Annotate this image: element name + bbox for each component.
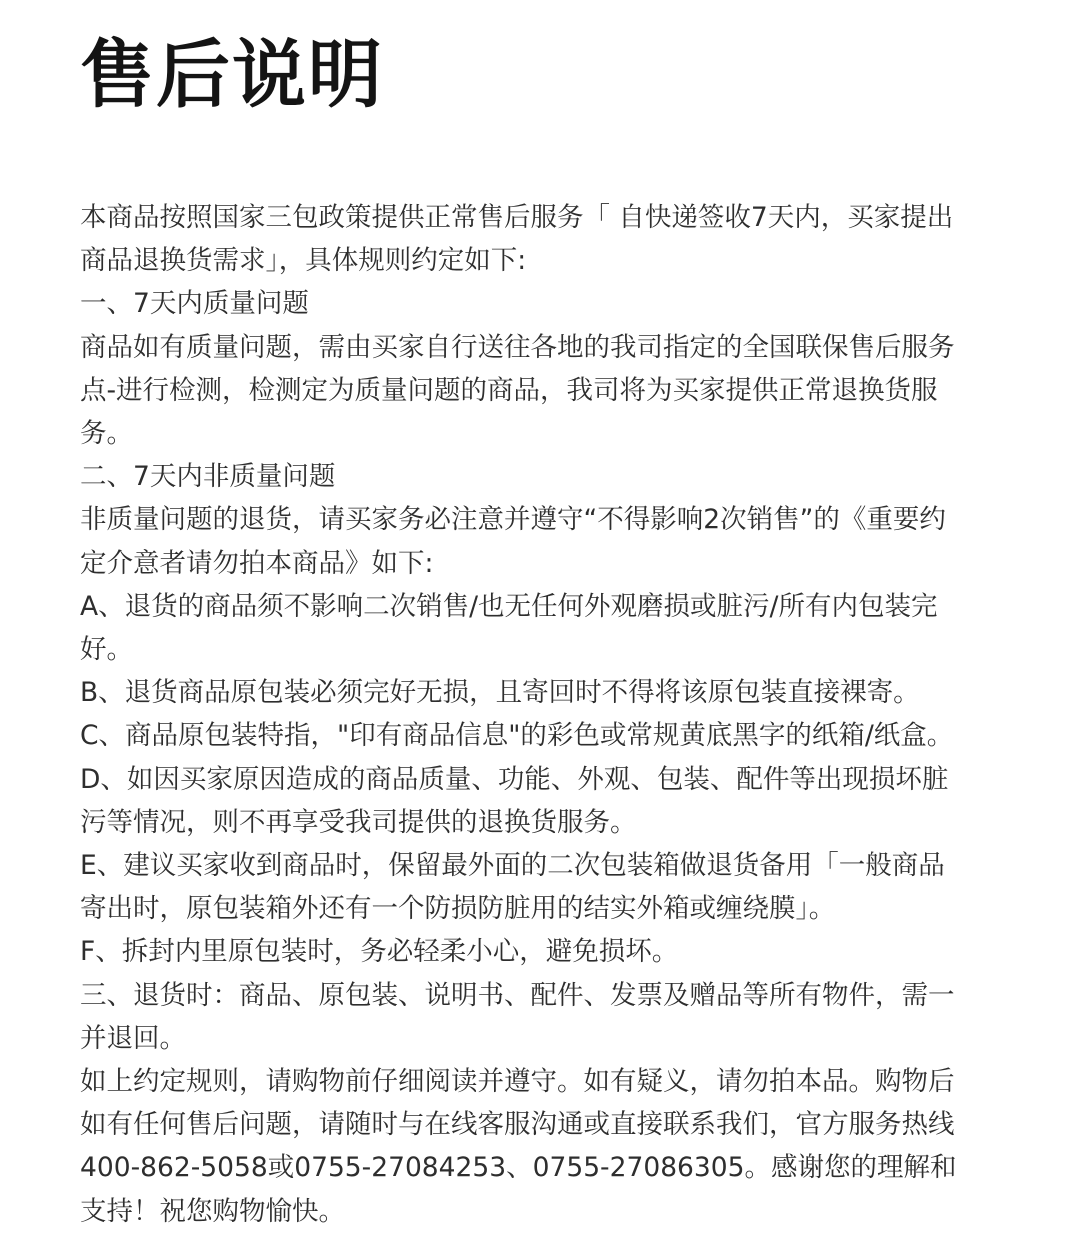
section-heading-quality-issue: 一、7天内质量问题: [80, 288, 309, 320]
rule-item-a: A、退货的商品须不影响二次销售/也无任何外观磨损或脏污/所有内包装完好。: [80, 590, 938, 666]
closing-paragraph: 如上约定规则，请购物前仔细阅读并遵守。如有疑义，请勿拍本品。购物后如有任何售后问题，请随时与在线客服沟通或直接联系我们，官方服务热线400-862-5058或0755-27084253、0755-27086305。感谢您的理解和支持！祝您购物愉快。: [80, 1066, 957, 1227]
page-title: 售后说明: [80, 32, 384, 118]
rule-item-b: B、退货商品原包装必须完好无损，且寄回时不得将该原包装直接裸寄。: [80, 677, 920, 709]
rule-item-e: E、建议买家收到商品时，保留最外面的二次包装箱做退货备用「一般商品寄出时，原包装箱外还有一个防损防脏用的结实外箱或缠绕膜」。: [80, 850, 945, 925]
quality-issue-paragraph: 商品如有质量问题，需由买家自行送往各地的我司指定的全国联保售后服务点-进行检测，检测定为质量问题的商品，我司将为买家提供正常退换货服务。: [80, 331, 955, 450]
section-heading-non-quality-issue: 二、7天内非质量问题: [80, 461, 336, 493]
rule-item-f: F、拆封内里原包装时，务必轻柔小心，避免损坏。: [80, 936, 679, 968]
after-sales-content: [80, 196, 970, 1233]
section-return-items: 三、退货时：商品、原包装、说明书、配件、发票及赠品等所有物件，需一并退回。: [80, 979, 955, 1054]
rule-item-d: D、如因买家原因造成的商品质量、功能、外观、包装、配件等出现损坏脏污等情况，则不再享受我司提供的退换货服务。: [80, 763, 949, 838]
intro-paragraph: 本商品按照国家三包政策提供正常售后服务「 自快递签收7天内，买家提出商品退换货需求」，具体规则约定如下:: [80, 202, 954, 277]
non-quality-issue-paragraph: 非质量问题的退货，请买家务必注意并遵守“不得影响2次销售”的《重要约定介意者请勿拍本商品》如下:: [80, 504, 946, 579]
rule-item-c: C、商品原包装特指，"印有商品信息"的彩色或常规黄底黑字的纸箱/纸盒。: [80, 720, 954, 752]
